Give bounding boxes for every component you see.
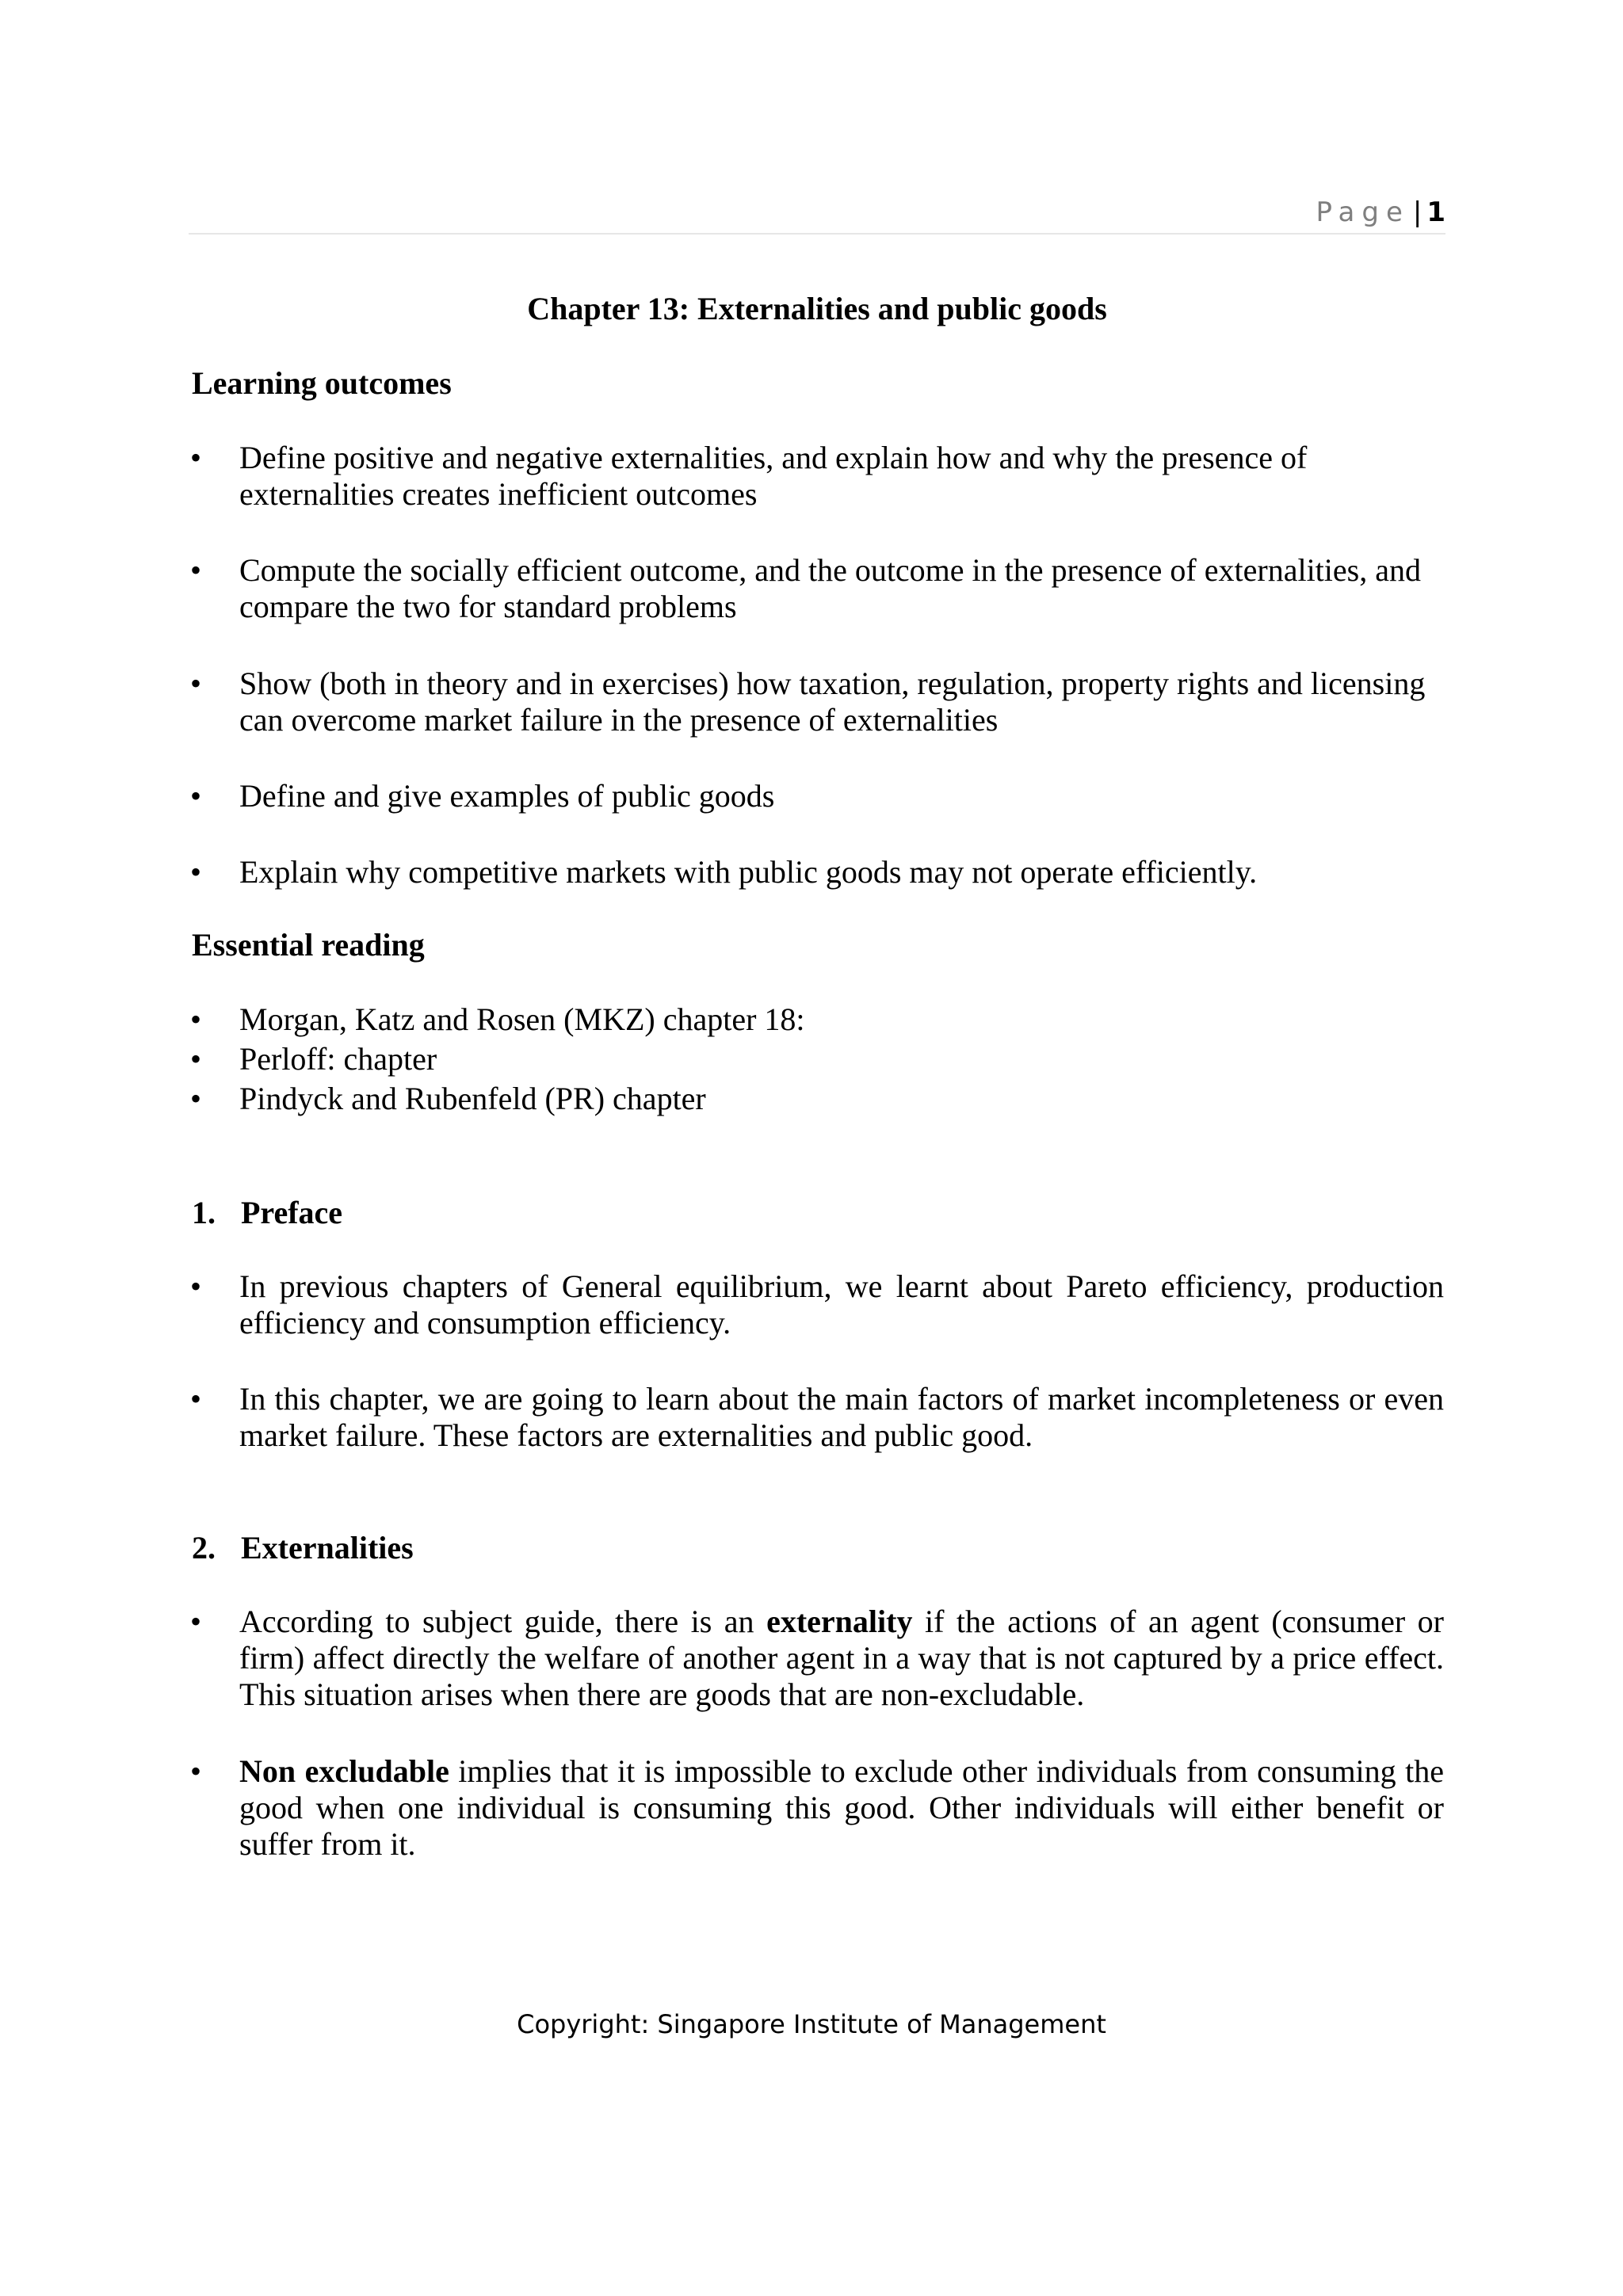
text-run: implies that it is impossible to exclude other individuals from consuming the good when one individual is consuming this good. Other individuals will either benefit or suffer from it. [239,1753,1444,1862]
list-item-text: Compute the socially efficient outcome, and the outcome in the presence of externalities, and compare the two for standard problems [239,552,1421,624]
page-number [1316,192,1445,233]
copyright-footer: Copyright: Singapore Institute of Management [517,2009,1106,2039]
bullet-icon: • [190,1001,202,1037]
bullet-icon: • [190,440,202,475]
list-item-text: In previous chapters of General equilibrium, we learnt about Pareto efficiency, production efficiency and consumption efficiency. [239,1268,1444,1341]
page-header [189,192,1445,235]
list-item-text [239,1604,1444,1713]
bullet-icon: • [190,666,202,701]
section-title: Preface [241,1195,343,1230]
page-label: Page [1316,196,1410,228]
bullet-icon: • [190,1081,202,1116]
list-item-text: Show (both in theory and in exercises) how taxation, regulation, property rights and licensing can overcome market failure in the presence of externalities [239,666,1426,738]
text-run: According to subject guide, there is an [239,1604,767,1639]
list-item-text: Explain why competitive markets with public goods may not operate efficiently. [239,854,1258,890]
page-separator: | [1412,196,1423,228]
page-number-value: 1 [1426,196,1445,228]
section-number: 1. [192,1195,216,1230]
preface-heading [192,1191,342,1235]
bullet-icon: • [190,552,202,588]
learning-outcomes-heading: Learning outcomes [192,365,452,401]
term-externality: externality [766,1604,913,1639]
text-run: if the actions of an agent (consumer or firm) affect directly the welfare of another agent in a way that is not captured by a price effect. This situation arises when there are goods that are non-excludable. [239,1604,1444,1712]
section-number: 2. [192,1530,216,1566]
list-item-text: Perloff: chapter [239,1041,437,1077]
bullet-icon: • [190,1753,202,1789]
externalities-heading [192,1526,414,1570]
essential-reading-heading: Essential reading [192,927,425,963]
list-item-text: Define positive and negative externalities, and explain how and why the presence of externalities creates inefficient outcomes [239,440,1308,512]
bullet-icon: • [190,1268,202,1304]
list-item-text: Pindyck and Rubenfeld (PR) chapter [239,1081,706,1116]
bullet-icon: • [190,1381,202,1417]
bullet-icon: • [190,778,202,814]
term-non-excludable: Non excludable [239,1753,449,1789]
list-item-text: Morgan, Katz and Rosen (MKZ) chapter 18: [239,1001,805,1037]
bullet-icon: • [190,1041,202,1077]
bullet-icon: • [190,1604,202,1639]
list-item-text [239,1753,1444,1863]
section-title: Externalities [241,1530,414,1566]
list-item-text: In this chapter, we are going to learn about the main factors of market incompleteness or even market failure. These factors are externalities and public good. [239,1381,1444,1453]
list-item-text: Define and give examples of public goods [239,778,775,814]
bullet-icon: • [190,854,202,890]
chapter-title: Chapter 13: Externalities and public goods [527,291,1107,326]
